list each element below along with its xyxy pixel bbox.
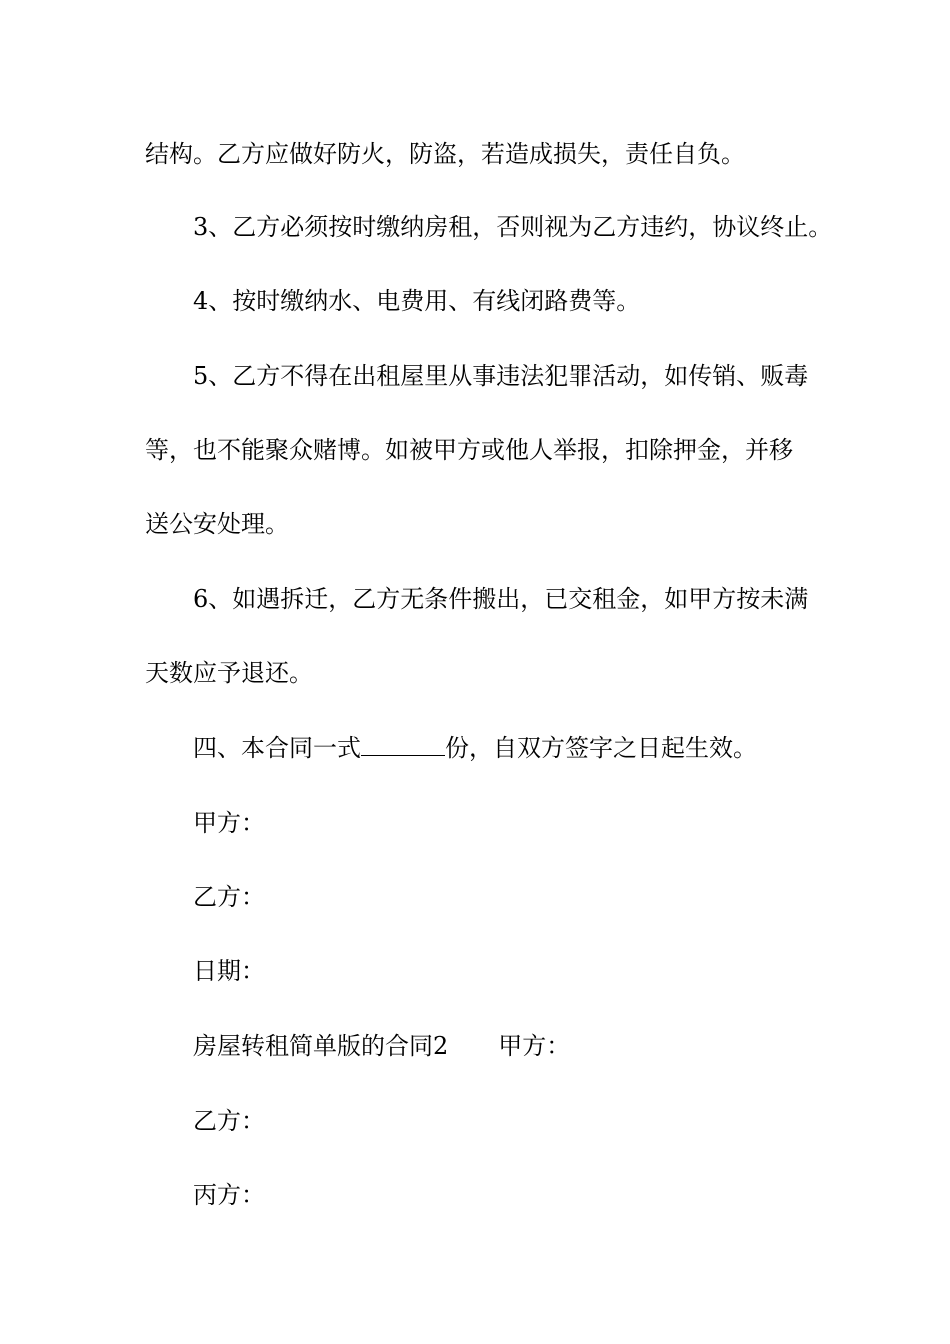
date-label: 日期： (193, 957, 265, 985)
clause-5: 5、乙方不得在出租屋里从事违法犯罪活动，如传销、贩毒 (193, 362, 809, 390)
clause-4: 4、按时缴纳水、电费用、有线闭路费等。 (193, 287, 641, 315)
clause-four-start: 四、本合同一式 (193, 734, 361, 762)
second-contract-heading (193, 1031, 873, 1061)
party-a-label: 甲方： (193, 809, 265, 837)
clause-6: 6、如遇拆迁，乙方无条件搬出，已交租金，如甲方按未满 (193, 585, 809, 613)
party-b-label: 乙方： (193, 883, 265, 911)
clause-5-continued: 等，也不能聚众赌博。如被甲方或他人举报，扣除押金，并移 (145, 436, 793, 464)
clause-3: 3、乙方必须按时缴纳房租，否则视为乙方违约，协议终止。 (193, 213, 833, 241)
copies-blank (361, 733, 445, 756)
clause-6-end: 天数应予退还。 (145, 659, 313, 687)
second-party-b-label: 乙方： (193, 1107, 265, 1135)
second-contract-title: 房屋转租简单版的合同2 (193, 1032, 449, 1060)
paragraph-line: 结构。乙方应做好防火，防盗，若造成损失，责任自负。 (145, 140, 745, 168)
clause-four-end: 份，自双方签字之日起生效。 (445, 734, 757, 762)
clause-5-end: 送公安处理。 (145, 510, 289, 538)
second-party-a-label: 甲方： (498, 1032, 571, 1060)
second-party-c-label: 丙方： (193, 1181, 265, 1209)
clause-four (193, 733, 873, 763)
